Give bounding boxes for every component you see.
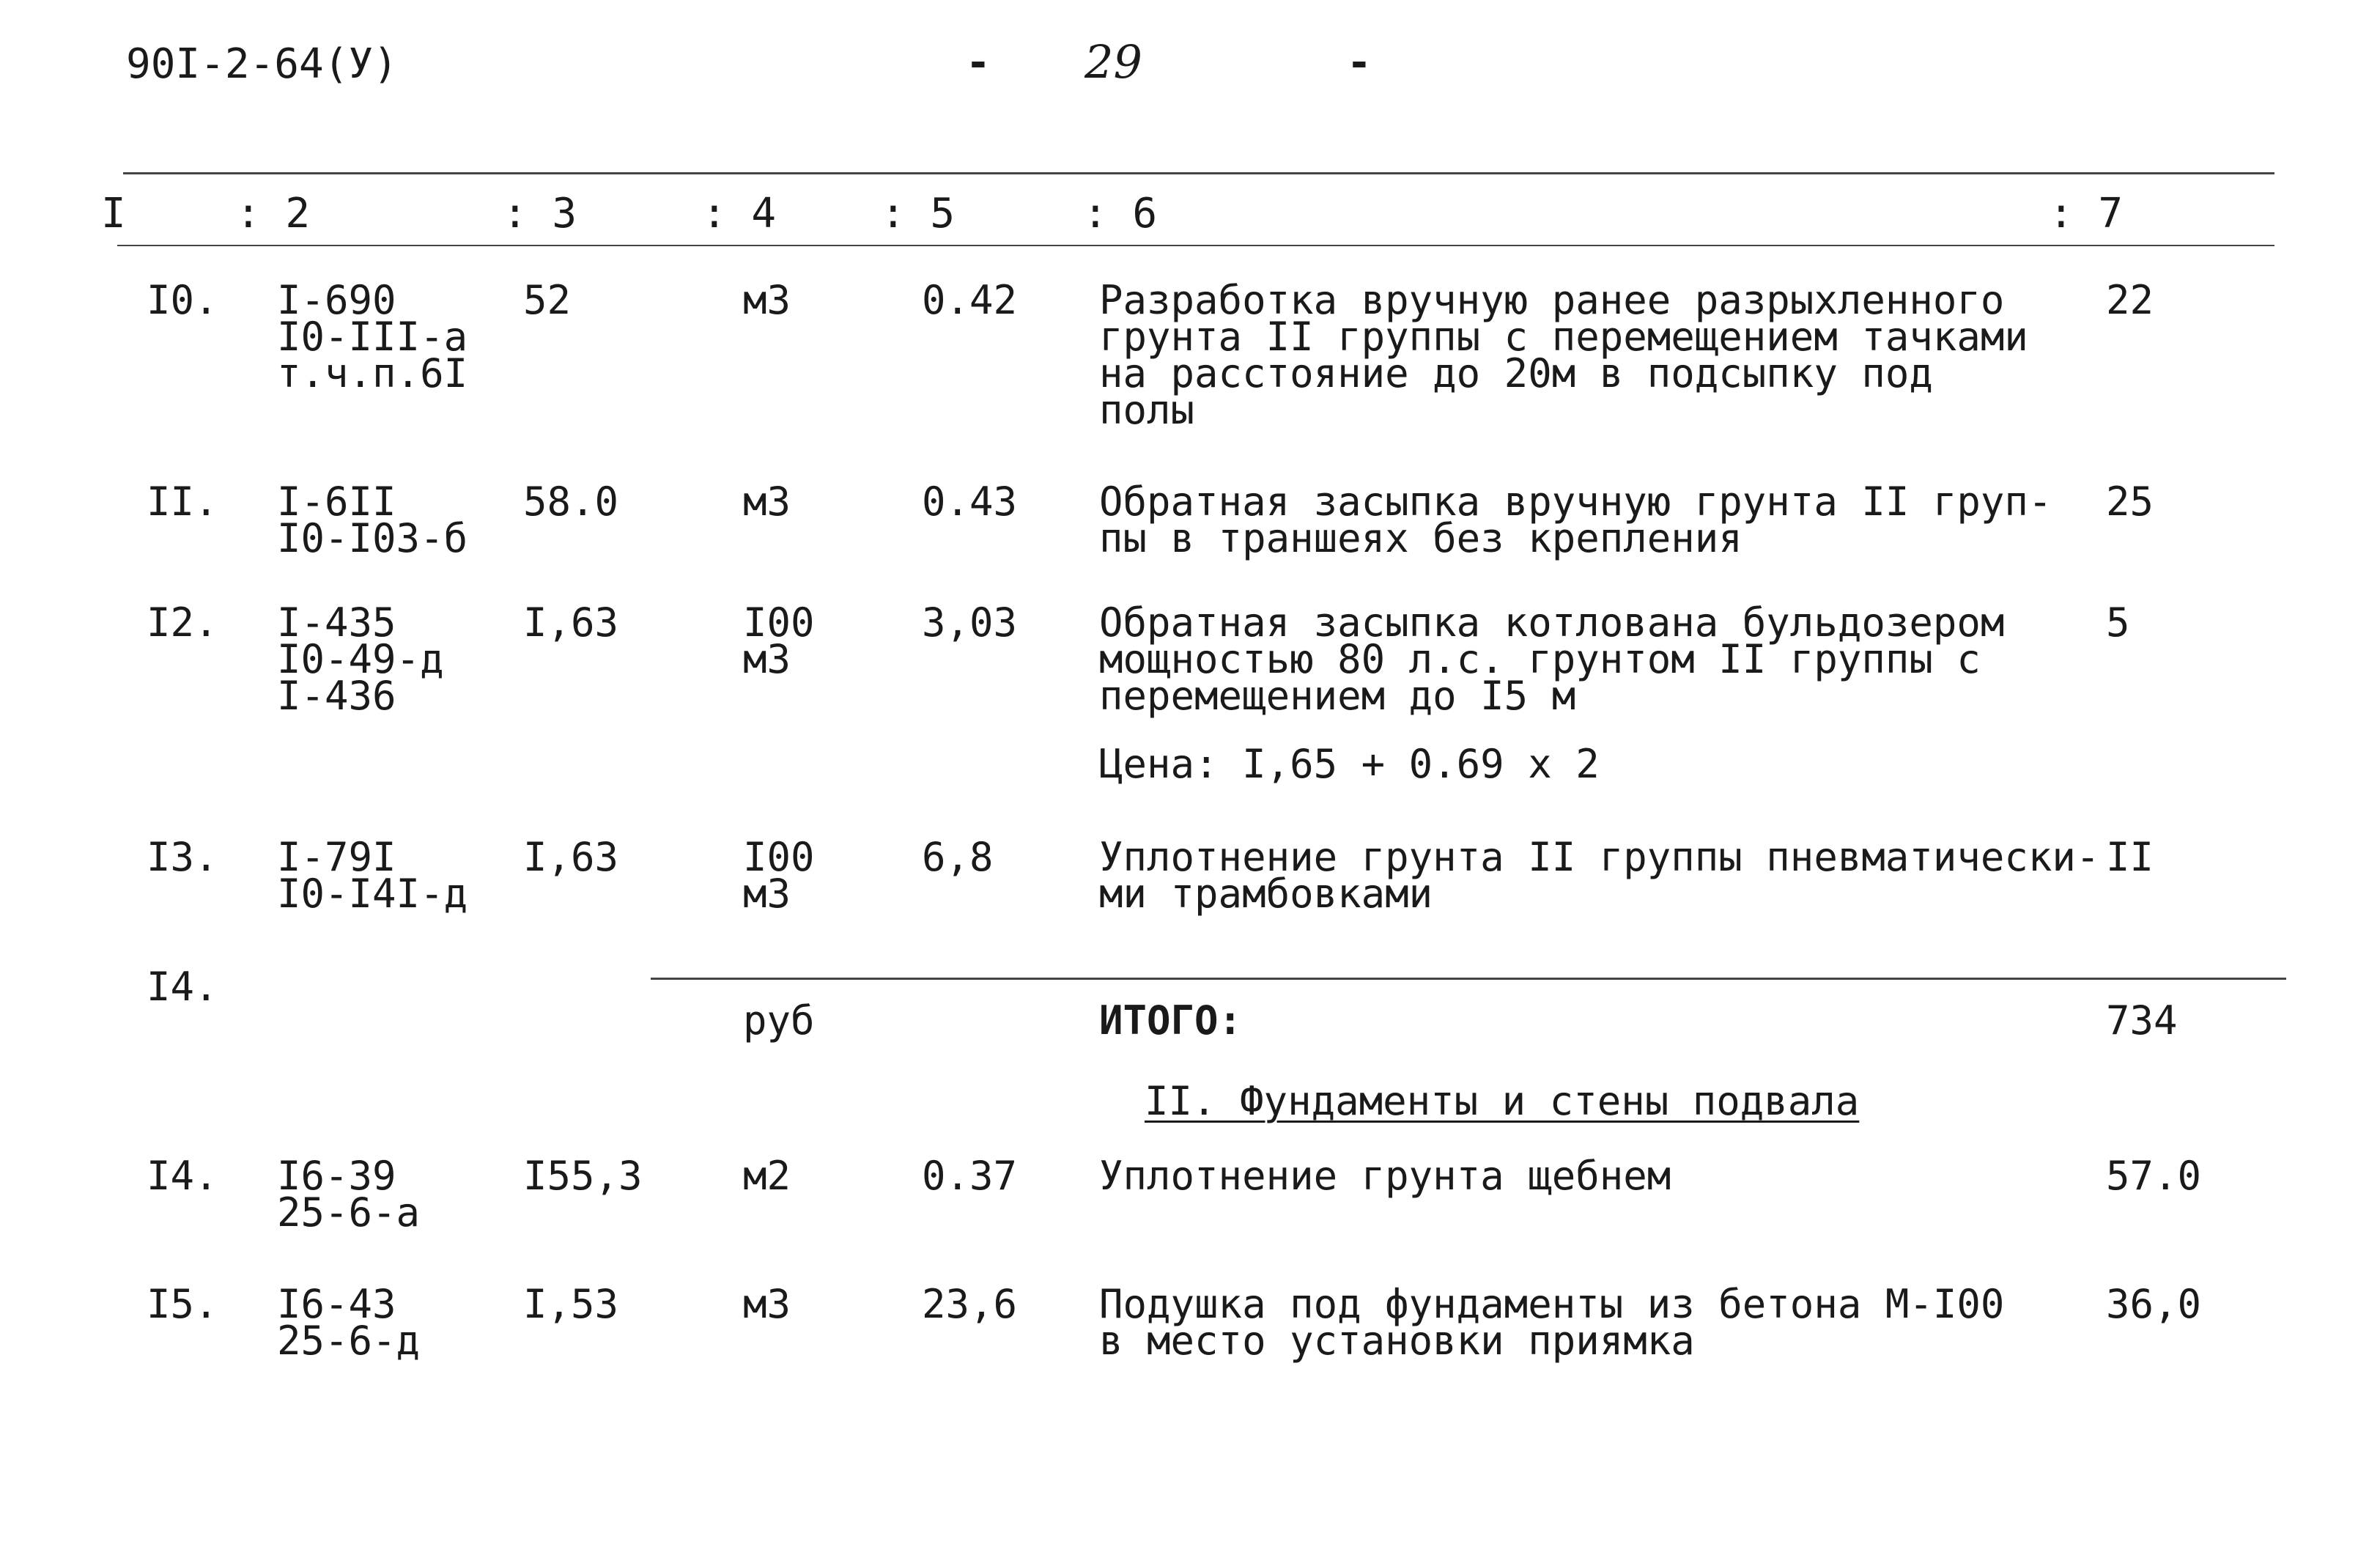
total-cost: 57.0 <box>2106 1153 2202 1199</box>
work-description: Уплотнение грунта II группы пневматически- ми трамбовками <box>1099 834 2100 917</box>
column-header-1: I <box>101 190 126 237</box>
document-code: 90I-2-64(У) <box>126 40 398 88</box>
norm-code: I-79I I0-I4I-д <box>277 834 468 917</box>
quantity: I,63 <box>523 599 619 646</box>
unit-price: 0.37 <box>922 1153 1018 1199</box>
unit-price: 0.42 <box>922 277 1018 323</box>
norm-code: I-435 I0-49-д I-436 <box>277 599 444 719</box>
total-cost: 25 <box>2106 479 2154 525</box>
norm-code: I-690 I0-III-а т.ч.п.6I <box>277 277 468 396</box>
norm-code: I6-39 25-6-а <box>277 1153 421 1236</box>
column-header-7: : 7 <box>2049 190 2124 237</box>
work-description: Подушка под фундаменты из бетона М-I00 в место установки приямка <box>1099 1281 2005 1364</box>
dash-right: - <box>1347 39 1372 86</box>
dash-left: - <box>966 39 991 86</box>
unit: м3 <box>743 277 791 323</box>
unit-price: 6,8 <box>922 834 994 880</box>
section-title: II. Фундаменты и стены подвала <box>1145 1078 1860 1124</box>
unit: I00 м3 <box>743 834 815 917</box>
quantity: I55,3 <box>523 1153 643 1199</box>
header-bottom-rule <box>117 245 2274 246</box>
total-cost: 36,0 <box>2106 1281 2202 1327</box>
table-top-rule <box>123 172 2274 174</box>
unit: м3 <box>743 1281 791 1327</box>
price-note: Цена: I,65 + 0.69 x 2 <box>1099 741 1600 787</box>
row-number: I4. <box>147 1153 218 1199</box>
quantity: 52 <box>523 277 572 323</box>
unit: I00 м3 <box>743 599 815 682</box>
page-number: 29 <box>1084 35 1142 89</box>
subtotal-unit: руб <box>743 997 815 1044</box>
row-number: II. <box>147 479 218 525</box>
row-number: I2. <box>147 599 218 646</box>
column-header-5: : 5 <box>881 190 956 237</box>
row-number: I0. <box>147 277 218 323</box>
work-description: Обратная засыпка вручную грунта II груп- пы в траншеях без крепления <box>1099 479 2052 561</box>
column-header-2: : 2 <box>236 190 311 237</box>
subtotal-label: ИТОГО: <box>1099 997 1243 1044</box>
row-number: I5. <box>147 1281 218 1327</box>
quantity: 58.0 <box>523 479 619 525</box>
norm-code: I-6II I0-I03-б <box>277 479 468 561</box>
work-description: Обратная засыпка котлована бульдозером мощностью 80 л.с. грунтом II группы с перемещением до I5 м <box>1099 599 2005 719</box>
total-cost: 5 <box>2106 599 2130 646</box>
column-header-3: : 3 <box>503 190 577 237</box>
unit-price: 0.43 <box>922 479 1018 525</box>
total-cost: II <box>2106 834 2154 880</box>
work-description: Разработка вручную ранее разрыхленного грунта II группы с перемещением тачками на расстояние до 20м в подсыпку под полы <box>1099 277 2028 433</box>
column-header-4: : 4 <box>702 190 777 237</box>
row-number: I4. <box>147 964 218 1010</box>
total-cost: 22 <box>2106 277 2154 323</box>
quantity: I,53 <box>523 1281 619 1327</box>
quantity: I,63 <box>523 834 619 880</box>
work-description: Уплотнение грунта щебнем <box>1099 1153 1671 1199</box>
subtotal-value: 734 <box>2106 997 2178 1044</box>
unit-price: 3,03 <box>922 599 1018 646</box>
unit: м3 <box>743 479 791 525</box>
column-header-6: : 6 <box>1083 190 1158 237</box>
norm-code: I6-43 25-6-д <box>277 1281 421 1364</box>
unit: м2 <box>743 1153 791 1199</box>
unit-price: 23,6 <box>922 1281 1018 1327</box>
row-number: I3. <box>147 834 218 880</box>
subtotal-rule <box>651 978 2286 980</box>
